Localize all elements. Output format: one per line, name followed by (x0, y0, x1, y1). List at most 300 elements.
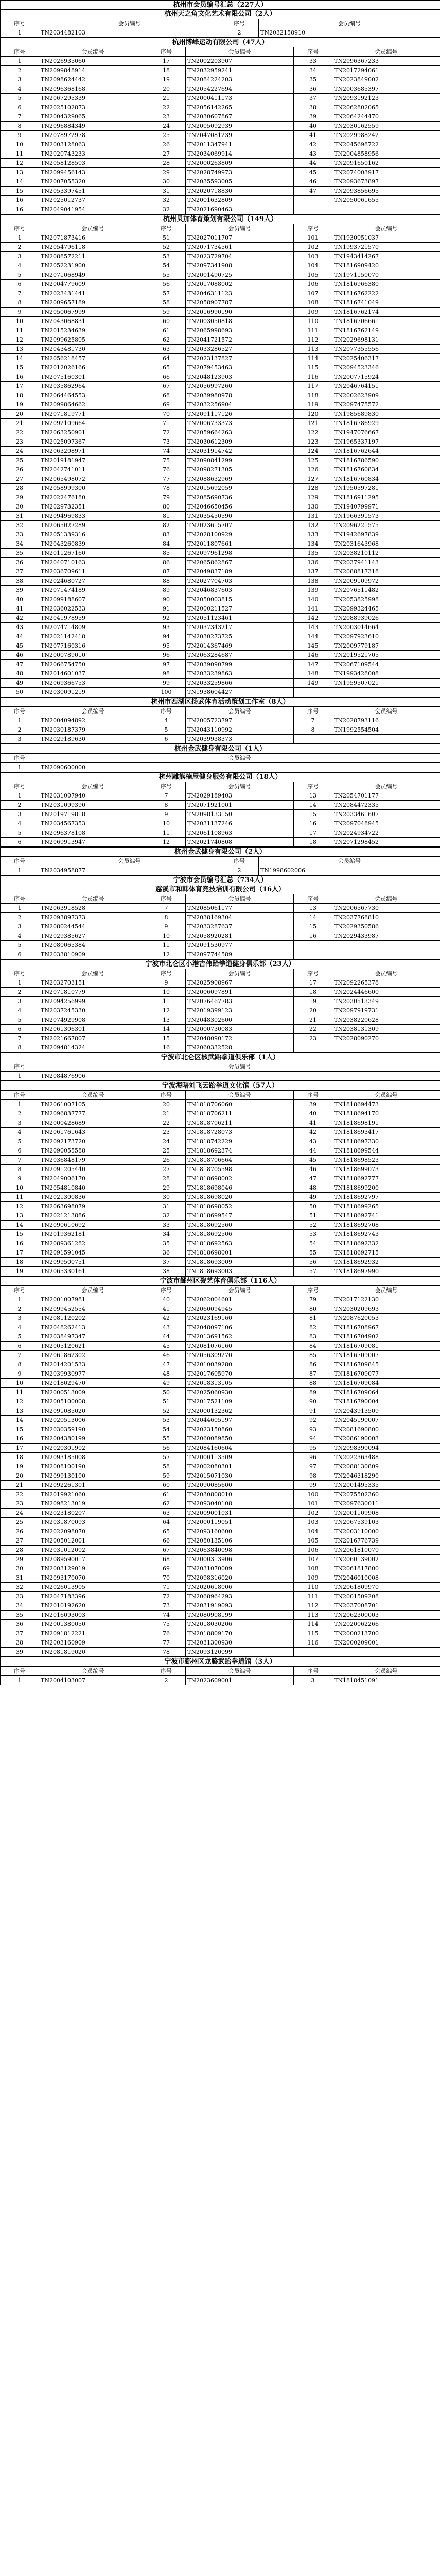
seq-cell: 149 (294, 679, 332, 688)
member-id-cell: TN2022098070 (39, 1527, 147, 1536)
seq-cell: 110 (294, 317, 332, 326)
seq-cell: 42 (294, 140, 332, 149)
member-id-cell: TN2061761643 (39, 1128, 147, 1137)
table-row (1, 122, 440, 131)
table-row (1, 372, 440, 382)
table-row (1, 725, 440, 735)
seq-cell: 29 (1, 1555, 39, 1564)
seq-cell: 93 (147, 623, 186, 632)
member-id-cell: TN2037941143 (332, 558, 440, 567)
seq-cell: 46 (294, 177, 332, 187)
member-id-cell: TN2060094945 (186, 1304, 294, 1314)
seq-cell: 3 (1, 1118, 39, 1128)
column-header-seq: 序号 (1, 1091, 39, 1100)
seq-cell: 28 (147, 1174, 186, 1183)
seq-cell: 12 (1, 335, 39, 345)
seq-cell: 128 (294, 484, 332, 493)
seq-cell: 81 (147, 512, 186, 521)
seq-cell: 82 (147, 521, 186, 530)
table-row (1, 1304, 440, 1314)
member-id-cell: TN2033286527 (186, 345, 294, 354)
table-row (1, 978, 440, 988)
seq-cell: 4 (1, 1323, 39, 1332)
member-id-cell: TN2061108963 (186, 828, 294, 838)
seq-cell: 2 (220, 866, 259, 875)
column-header-member-id: 会员编号 (186, 894, 294, 904)
seq-cell: 75 (147, 456, 186, 465)
seq-cell: 17 (1, 1248, 39, 1258)
seq-cell (294, 1648, 332, 1657)
member-id-cell: TN1816786590 (332, 456, 440, 465)
member-id-cell: TN2043260839 (39, 539, 147, 549)
member-id-cell: TN2009001031 (186, 1509, 294, 1518)
member-id-cell: TN2093120099 (186, 1648, 294, 1657)
table-row (1, 382, 440, 391)
seq-cell: 5 (1, 941, 39, 950)
seq-cell: 100 (147, 688, 186, 697)
table-row (1, 1499, 440, 1509)
header-row (1, 1667, 440, 1676)
member-id-cell: TN2006733373 (186, 419, 294, 428)
seq-cell: 54 (147, 1425, 186, 1434)
member-id-cell: TN2029988242 (332, 131, 440, 140)
member-id-cell: TN2005120621 (39, 1342, 147, 1351)
member-id-cell: TN2048097106 (186, 1323, 294, 1332)
column-header-member-id: 会员编号 (332, 782, 440, 791)
seq-cell: 47 (294, 187, 332, 196)
member-id-cell: TN2067539103 (332, 1518, 440, 1527)
member-id-cell: TN2063918528 (39, 904, 147, 913)
seq-cell: 35 (1, 549, 39, 558)
seq-cell: 14 (294, 913, 332, 922)
member-id-cell: TN2090841299 (186, 456, 294, 465)
table-row (1, 298, 440, 308)
seq-cell: 7 (1, 112, 39, 122)
seq-cell: 89 (294, 1388, 332, 1397)
seq-cell: 4 (1, 261, 39, 270)
table-row (1, 838, 440, 847)
column-header-member-id: 会员编号 (186, 224, 294, 233)
section-title: 杭州金武健身有限公司（1人） (1, 744, 440, 754)
column-header-member-id: 会员编号 (39, 857, 220, 866)
member-id-cell: TN2075160301 (39, 372, 147, 382)
member-id-cell: TN2049006170 (39, 1174, 147, 1183)
member-id-cell: TN2031007940 (39, 791, 147, 801)
seq-cell: 80 (147, 502, 186, 512)
table-row (1, 1471, 440, 1481)
seq-cell: 30 (1, 1564, 39, 1573)
seq-cell: 131 (294, 512, 332, 521)
member-id-cell: TN2016776739 (332, 1536, 440, 1546)
member-id-cell: TN2054227694 (186, 84, 294, 94)
table-row (1, 1323, 440, 1332)
seq-cell: 23 (147, 112, 186, 122)
seq-cell: 2 (1, 913, 39, 922)
seq-cell: 4 (1, 84, 39, 94)
seq-cell: 16 (1, 1434, 39, 1444)
member-id-cell: TN2028090270 (332, 1034, 440, 1043)
member-id-cell: TN2069913947 (39, 838, 147, 847)
seq-cell: 142 (294, 614, 332, 623)
member-id-cell: TN2034482103 (39, 28, 220, 38)
member-id-cell: TN2033810909 (39, 950, 147, 959)
seq-cell: 16 (1, 205, 39, 214)
table-row (1, 1629, 440, 1638)
table-row (1, 922, 440, 931)
member-id-cell: TN2074929908 (39, 1015, 147, 1025)
seq-cell: 91 (147, 604, 186, 614)
table-row (1, 103, 440, 112)
seq-cell: 20 (1, 410, 39, 419)
column-header-member-id: 会员编号 (39, 1667, 147, 1676)
seq-cell: 54 (294, 1239, 332, 1248)
member-id-cell: TN2069366753 (39, 679, 147, 688)
table-row (1, 1509, 440, 1518)
section-title: 宁波市会员编号汇总（734人） (1, 876, 440, 885)
member-id-cell: TN2076511482 (332, 586, 440, 595)
table-row (1, 1592, 440, 1601)
column-header-member-id: 会员编号 (332, 1286, 440, 1295)
member-id-cell: TN2020618006 (186, 1583, 294, 1592)
seq-cell: 31 (147, 1202, 186, 1211)
table-row (1, 623, 440, 632)
member-id-cell: TN1816760834 (332, 465, 440, 474)
seq-cell: 38 (147, 1267, 186, 1276)
member-id-cell: TN2041978959 (39, 614, 147, 623)
member-id-cell: TN1818692797 (332, 1193, 440, 1202)
seq-cell: 60 (147, 317, 186, 326)
section-table (0, 772, 440, 847)
seq-cell: 1 (1, 866, 39, 875)
seq-cell: 17 (294, 828, 332, 838)
member-id-cell: TN1818728073 (186, 1128, 294, 1137)
member-id-cell: TN2025406317 (332, 354, 440, 363)
member-id-cell: TN2056309270 (186, 1351, 294, 1360)
seq-cell: 111 (294, 326, 332, 335)
member-id-cell (332, 941, 440, 950)
table-row (1, 688, 440, 697)
seq-cell: 121 (294, 419, 332, 428)
member-id-cell: TN2054796118 (39, 243, 147, 252)
seq-cell: 47 (294, 1174, 332, 1183)
column-header-seq: 序号 (1, 782, 39, 791)
member-id-cell: TN1816762644 (332, 447, 440, 456)
member-id-cell: TN1993428008 (332, 669, 440, 679)
column-header-seq: 序号 (147, 969, 186, 978)
seq-cell: 2 (1, 801, 39, 810)
member-id-cell: TN2030612309 (186, 437, 294, 447)
seq-cell: 85 (294, 1351, 332, 1360)
seq-cell: 35 (147, 1239, 186, 1248)
section-table (0, 744, 440, 772)
seq-cell: 25 (1, 456, 39, 465)
member-id-cell: TN2047081239 (186, 131, 294, 140)
seq-cell: 28 (1, 1546, 39, 1555)
table-row (1, 1425, 440, 1434)
section-table (0, 875, 440, 959)
seq-cell: 5 (1, 1137, 39, 1146)
member-id-cell: TN2053825998 (332, 595, 440, 604)
member-id-cell: TN2020513006 (39, 1416, 147, 1425)
seq-cell: 138 (294, 577, 332, 586)
section-title: 杭州金武健身有限公司（2人） (1, 848, 440, 857)
column-header-member-id: 会员编号 (332, 1091, 440, 1100)
table-row (1, 177, 440, 187)
seq-cell: 16 (1, 372, 39, 382)
member-id-cell: TN2000209001 (332, 1638, 440, 1648)
seq-cell: 16 (294, 819, 332, 828)
seq-cell: 94 (147, 632, 186, 641)
member-id-cell: TN1818693417 (332, 1128, 440, 1137)
column-header-member-id: 会员编号 (186, 782, 294, 791)
member-id-cell: TN2049041954 (39, 205, 147, 214)
table-row (1, 1601, 440, 1611)
seq-cell: 44 (1, 632, 39, 641)
table-row (1, 252, 440, 261)
member-id-cell: TN2097961298 (186, 549, 294, 558)
seq-cell: 16 (294, 931, 332, 941)
member-id-cell: TN2000132362 (186, 1406, 294, 1416)
member-id-cell: TN1816762174 (332, 308, 440, 317)
seq-cell: 41 (1, 604, 39, 614)
member-id-cell: TN2016093003 (39, 1611, 147, 1620)
table-row (1, 94, 440, 103)
seq-cell: 54 (147, 261, 186, 270)
seq-cell: 51 (294, 1211, 332, 1221)
table-row (1, 1267, 440, 1276)
member-id-cell: TN2004779609 (39, 280, 147, 289)
section-title: 宁波市北仑区核武跆拳道俱乐部（1人） (1, 1053, 440, 1062)
member-id-cell: TN2046318290 (332, 1471, 440, 1481)
member-id-cell: TN2033239863 (186, 669, 294, 679)
member-id-cell: TN2094256999 (39, 997, 147, 1006)
table-row (1, 1416, 440, 1425)
table-row (1, 1183, 440, 1193)
seq-cell: 33 (1, 1592, 39, 1601)
seq-cell: 2 (1, 66, 39, 75)
seq-cell: 15 (147, 1034, 186, 1043)
seq-cell: 34 (1, 539, 39, 549)
member-id-cell: TN2003129019 (39, 1564, 147, 1573)
member-id-cell: TN2091085020 (39, 1406, 147, 1416)
table-row (1, 410, 440, 419)
seq-cell: 35 (294, 75, 332, 84)
member-id-cell: TN2093040108 (186, 1499, 294, 1509)
member-id-cell: TN2062300003 (332, 1611, 440, 1620)
column-header-seq: 序号 (1, 894, 39, 904)
seq-cell: 32 (147, 205, 186, 214)
table-row (1, 354, 440, 363)
seq-cell: 12 (147, 1006, 186, 1015)
table-row (1, 521, 440, 530)
seq-cell: 47 (1, 660, 39, 669)
seq-cell: 132 (294, 521, 332, 530)
table-row (1, 326, 440, 335)
seq-cell: 22 (294, 1025, 332, 1034)
member-id-cell: TN2000263809 (186, 159, 294, 168)
member-id-cell: TN2023849002 (332, 75, 440, 84)
member-id-cell: TN2098316020 (186, 1573, 294, 1583)
table-row (1, 1397, 440, 1406)
column-header-member-id: 会员编号 (39, 19, 220, 28)
table-row (1, 1258, 440, 1267)
seq-cell: 50 (1, 688, 39, 697)
member-id-cell: TN1930051037 (332, 233, 440, 243)
member-id-cell: TN2018030206 (186, 1620, 294, 1629)
member-id-cell: TN2084472335 (332, 801, 440, 810)
seq-cell: 23 (1, 1499, 39, 1509)
seq-cell: 40 (294, 122, 332, 131)
seq-cell: 112 (294, 335, 332, 345)
member-id-cell: TN2089590017 (39, 1555, 147, 1564)
column-header-member-id: 会员编号 (186, 47, 294, 57)
table-row (1, 1202, 440, 1211)
seq-cell: 68 (147, 1555, 186, 1564)
member-id-cell: TN2058128503 (39, 159, 147, 168)
member-id-cell: TN2003110000 (332, 1527, 440, 1536)
member-id-cell: TN2063840098 (186, 1546, 294, 1555)
member-id-cell: TN2000411173 (186, 94, 294, 103)
member-id-cell: TN1818699544 (332, 1146, 440, 1156)
member-id-cell: TN2096884349 (39, 122, 147, 131)
member-id-cell: TN2012026166 (39, 363, 147, 372)
seq-cell: 13 (294, 904, 332, 913)
member-id-cell: TN1966391573 (332, 512, 440, 521)
member-id-cell: TN2003160909 (39, 1638, 147, 1648)
member-id-cell: TN2042741011 (39, 465, 147, 474)
member-id-cell: TN2080065384 (39, 941, 147, 950)
seq-cell: 10 (147, 988, 186, 997)
seq-cell: 105 (294, 270, 332, 280)
member-id-cell: TN2011347941 (186, 140, 294, 149)
member-id-cell: TN1816911295 (332, 493, 440, 502)
seq-cell: 2 (147, 1676, 186, 1685)
seq-cell: 1 (1, 978, 39, 988)
header-row (1, 1091, 440, 1100)
seq-cell: 3 (294, 1676, 332, 1685)
seq-cell: 88 (294, 1379, 332, 1388)
member-id-cell: TN1818451091 (332, 1676, 440, 1685)
member-id-cell: TN2091812221 (39, 1629, 147, 1638)
table-row (1, 84, 440, 94)
member-id-cell: TN1816709007 (332, 1351, 440, 1360)
seq-cell: 103 (294, 1518, 332, 1527)
seq-cell: 99 (294, 1481, 332, 1490)
seq-cell: 2 (1, 243, 39, 252)
table-row (1, 1248, 440, 1258)
seq-cell: 5 (1, 94, 39, 103)
member-id-cell: TN1816760834 (332, 474, 440, 484)
table-row (1, 679, 440, 688)
member-id-cell: TN2038169304 (186, 913, 294, 922)
table-row (1, 1230, 440, 1239)
member-id-cell: TN2039980978 (186, 391, 294, 400)
member-id-cell: TN2000113509 (186, 1453, 294, 1462)
seq-cell: 102 (294, 243, 332, 252)
member-id-cell: TN2085690736 (186, 493, 294, 502)
member-id-cell: TN2002080301 (186, 1462, 294, 1471)
table-row (1, 735, 440, 744)
seq-cell: 70 (147, 1573, 186, 1583)
column-header-member-id: 会员编号 (186, 1667, 294, 1676)
seq-cell: 8 (1, 1043, 39, 1053)
table-row (1, 1174, 440, 1183)
column-header-member-id: 会员编号 (39, 1062, 440, 1072)
seq-cell: 95 (294, 1444, 332, 1453)
member-id-cell: TN2017294061 (332, 66, 440, 75)
seq-cell: 76 (147, 465, 186, 474)
member-id-cell: TN2001495335 (332, 1481, 440, 1490)
table-row (1, 1481, 440, 1490)
seq-cell: 13 (1, 168, 39, 177)
table-row (1, 988, 440, 997)
table-row (1, 669, 440, 679)
seq-cell: 14 (1, 177, 39, 187)
member-id-cell: TN2099625805 (39, 335, 147, 345)
member-id-cell: TN2064464553 (39, 391, 147, 400)
member-id-cell: TN2043068831 (39, 317, 147, 326)
member-id-cell: TN2071734561 (186, 243, 294, 252)
table-row (1, 502, 440, 512)
column-header-seq: 序号 (294, 1091, 332, 1100)
member-id-cell: TN2091650162 (332, 159, 440, 168)
seq-cell: 43 (1, 623, 39, 632)
member-id-cell: TN2005100008 (39, 1397, 147, 1406)
member-id-cell: TN1818698052 (186, 1202, 294, 1211)
seq-cell: 4 (147, 716, 186, 725)
seq-cell: 39 (294, 112, 332, 122)
member-id-cell: TN2017521109 (186, 1397, 294, 1406)
seq-cell: 55 (294, 1248, 332, 1258)
table-row (1, 391, 440, 400)
member-id-cell: TN2046764151 (332, 382, 440, 391)
seq-cell: 63 (147, 345, 186, 354)
section-table (0, 697, 440, 744)
member-id-cell: TN2009779187 (332, 641, 440, 651)
member-id-cell: TN2068964293 (186, 1592, 294, 1601)
member-id-cell: TN2000211527 (186, 604, 294, 614)
seq-cell: 48 (1, 669, 39, 679)
member-id-cell: TN2024934722 (332, 828, 440, 838)
column-header-member-id: 会员编号 (332, 894, 440, 904)
seq-cell: 11 (1, 1388, 39, 1397)
member-id-cell: TN2000428689 (39, 1118, 147, 1128)
table-row (1, 819, 440, 828)
seq-cell: 37 (294, 94, 332, 103)
member-id-cell: TN2018809170 (186, 1629, 294, 1638)
column-header-seq: 序号 (147, 47, 186, 57)
seq-cell: 13 (294, 791, 332, 801)
seq-cell: 24 (147, 122, 186, 131)
member-id-cell: TN2094969833 (39, 512, 147, 521)
seq-cell: 27 (147, 1165, 186, 1174)
member-id-cell: TN2094814324 (39, 1043, 147, 1053)
member-id-cell: TN2088817318 (332, 567, 440, 577)
seq-cell: 106 (294, 280, 332, 289)
seq-cell: 12 (1, 1202, 39, 1211)
table-row (1, 187, 440, 196)
member-id-cell: TN2046010008 (332, 1573, 440, 1583)
header-row (1, 1062, 440, 1072)
column-header-member-id: 会员编号 (332, 707, 440, 716)
seq-cell: 21 (147, 1109, 186, 1118)
seq-cell: 21 (1, 1481, 39, 1490)
seq-cell: 83 (294, 1332, 332, 1342)
table-row (1, 233, 440, 243)
member-id-cell: TN2061817800 (332, 1564, 440, 1573)
seq-cell: 25 (147, 131, 186, 140)
member-id-cell: TN1985689830 (332, 410, 440, 419)
